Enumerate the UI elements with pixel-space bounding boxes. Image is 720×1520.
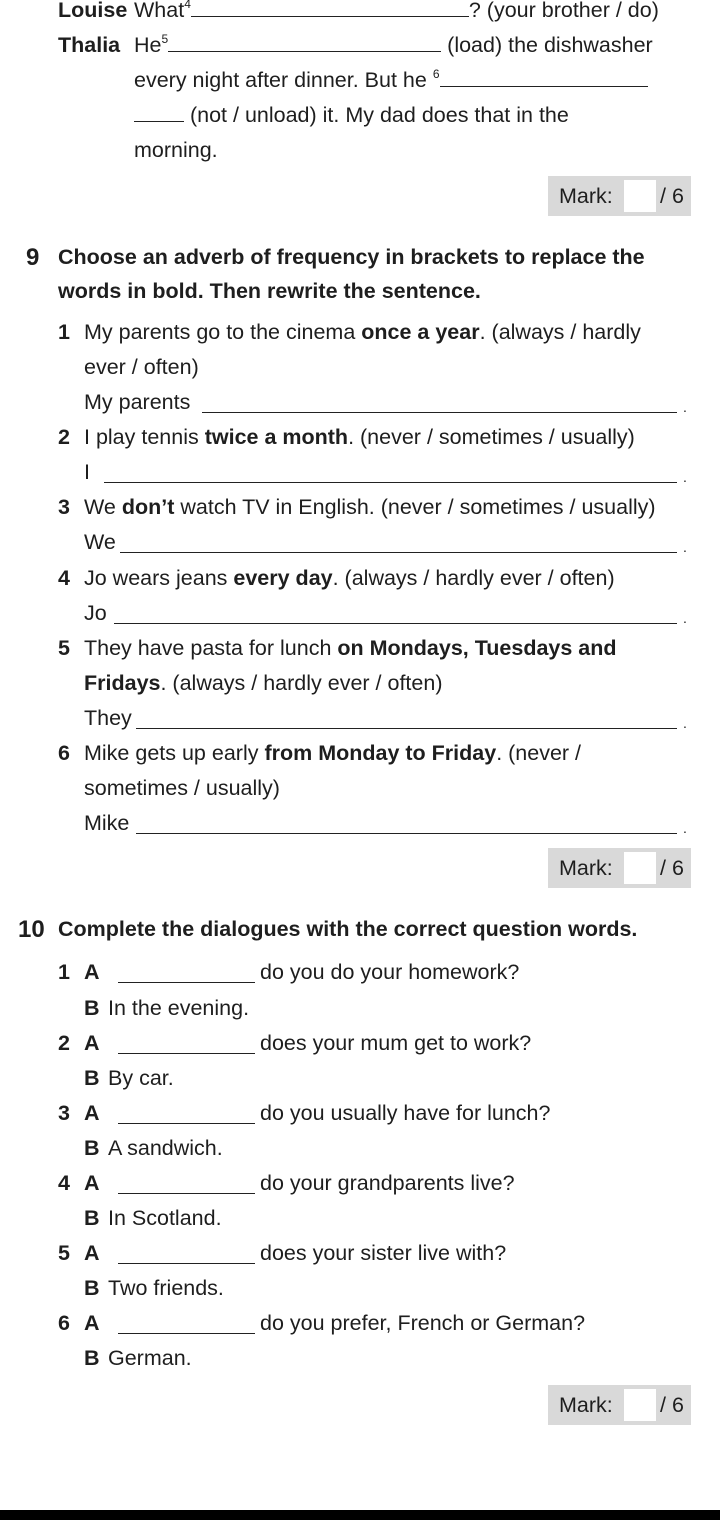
question-text: do you do your homework? (260, 960, 520, 984)
speaker-b: B (84, 1346, 100, 1370)
question-text: does your sister live with? (260, 1241, 507, 1265)
speaker-a: A (84, 1171, 100, 1195)
question-word-blank-5[interactable] (118, 1245, 255, 1264)
answer-text: A sandwich. (108, 1136, 223, 1160)
speaker-b: B (84, 1066, 100, 1090)
mark-label: Mark: (559, 856, 613, 880)
dialogue-number: 2 (58, 1031, 70, 1055)
rewrite-start: We (84, 530, 116, 554)
speaker-a: A (84, 1101, 100, 1125)
exercise9-instruction-1: Choose an adverb of frequency in brackets to replace the (58, 245, 645, 269)
question-word-blank-2[interactable] (118, 1035, 255, 1054)
period: . (683, 399, 687, 415)
item-sentence-cont: Fridays. (always / hardly ever / often) (84, 671, 443, 695)
rewrite-start: I (84, 460, 90, 484)
item-sentence-cont: sometimes / usually) (84, 776, 280, 800)
item-number: 4 (58, 566, 70, 590)
item-sentence-cont: ever / often) (84, 355, 199, 379)
rewrite-start: Mike (84, 811, 130, 835)
speaker-louise: Louise (58, 0, 128, 22)
exercise-number-10: 10 (18, 916, 45, 943)
item-sentence: Mike gets up early from Monday to Friday. (never / (84, 741, 582, 765)
period: . (683, 715, 687, 731)
item-sentence: My parents go to the cinema once a year. (always / hardly (84, 320, 641, 344)
thalia-line-4: morning. (134, 138, 218, 162)
item-number: 2 (58, 425, 70, 449)
mark-score-field[interactable] (624, 180, 656, 212)
exercise10-instruction: Complete the dialogues with the correct question words. (58, 917, 638, 941)
louise-question: What$^4$ ? (your brother / do) (134, 0, 659, 22)
question-text: do you prefer, French or German? (260, 1311, 586, 1335)
answer-blank-6-cont[interactable] (134, 103, 184, 122)
mark-label: Mark: (559, 184, 613, 208)
speaker-a: A (84, 1311, 100, 1335)
dialogue-number: 6 (58, 1311, 70, 1335)
question-word-blank-1[interactable] (118, 964, 255, 983)
rewrite-blank-4[interactable] (114, 605, 677, 624)
rewrite-blank-5[interactable] (136, 710, 677, 729)
question-text: do your grandparents live? (260, 1171, 515, 1195)
item-sentence: Jo wears jeans every day. (always / hardly ever / often) (84, 566, 615, 590)
period: . (683, 539, 687, 555)
mark-score-field[interactable] (624, 852, 656, 884)
mark-label: Mark: (559, 1393, 613, 1417)
question-text: do you usually have for lunch? (260, 1101, 551, 1125)
speaker-thalia: Thalia (58, 33, 121, 57)
answer-blank-6[interactable] (440, 68, 648, 87)
item-number: 6 (58, 741, 70, 765)
rewrite-blank-6[interactable] (136, 815, 677, 834)
answer-text: German. (108, 1346, 192, 1370)
speaker-b: B (84, 996, 100, 1020)
answer-text: Two friends. (108, 1276, 224, 1300)
period: . (683, 610, 687, 626)
answer-blank-5[interactable] (168, 33, 441, 52)
period: . (683, 469, 687, 485)
answer-text: In the evening. (108, 996, 250, 1020)
speaker-b: B (84, 1136, 100, 1160)
item-sentence: I play tennis twice a month. (never / sometimes / usually) (84, 425, 635, 449)
thalia-line-3: (not / unload) it. My dad does that in the (134, 103, 569, 129)
mark-total: / 6 (660, 184, 684, 208)
answer-blank-4[interactable] (191, 0, 469, 17)
dialogue-number: 3 (58, 1101, 70, 1125)
mark-box-9 (548, 848, 691, 888)
speaker-b: B (84, 1276, 100, 1300)
rewrite-blank-1[interactable] (202, 394, 677, 413)
item-sentence: We don’t watch TV in English. (never / sometimes / usually) (84, 495, 656, 519)
speaker-a: A (84, 1031, 100, 1055)
louise-line (58, 0, 127, 24)
dialogue-number: 1 (58, 960, 70, 984)
answer-text: By car. (108, 1066, 174, 1090)
exercise-number-9: 9 (26, 244, 40, 271)
bottom-edge-bar (0, 1510, 720, 1520)
rewrite-blank-2[interactable] (104, 464, 677, 483)
answer-text: In Scotland. (108, 1206, 222, 1230)
exercise9-instruction-2: words in bold. Then rewrite the sentence. (58, 279, 481, 303)
thalia-line-1: He$^5$ (load) the dishwasher (134, 32, 653, 57)
period: . (683, 820, 687, 836)
speaker-a: A (84, 1241, 100, 1265)
question-word-blank-4[interactable] (118, 1175, 255, 1194)
thalia-line-2: every night after dinner. But he $^6$ (134, 68, 648, 94)
rewrite-start: They (84, 706, 132, 730)
question-word-blank-6[interactable] (118, 1315, 255, 1334)
rewrite-blank-3[interactable] (120, 534, 677, 553)
mark-score-field[interactable] (624, 1389, 656, 1421)
dialogue-number: 5 (58, 1241, 70, 1265)
speaker-b: B (84, 1206, 100, 1230)
question-text: does your mum get to work? (260, 1031, 532, 1055)
question-word-blank-3[interactable] (118, 1105, 255, 1124)
speaker-a: A (84, 960, 100, 984)
mark-box-8 (548, 176, 691, 216)
mark-box-10 (548, 1385, 691, 1425)
item-number: 5 (58, 636, 70, 660)
item-number: 1 (58, 320, 70, 344)
rewrite-start: My parents (84, 390, 191, 414)
mark-total: / 6 (660, 856, 684, 880)
item-number: 3 (58, 495, 70, 519)
dialogue-number: 4 (58, 1171, 70, 1195)
item-sentence: They have pasta for lunch on Mondays, Tuesdays and (84, 636, 617, 660)
mark-total: / 6 (660, 1393, 684, 1417)
rewrite-start: Jo (84, 601, 107, 625)
